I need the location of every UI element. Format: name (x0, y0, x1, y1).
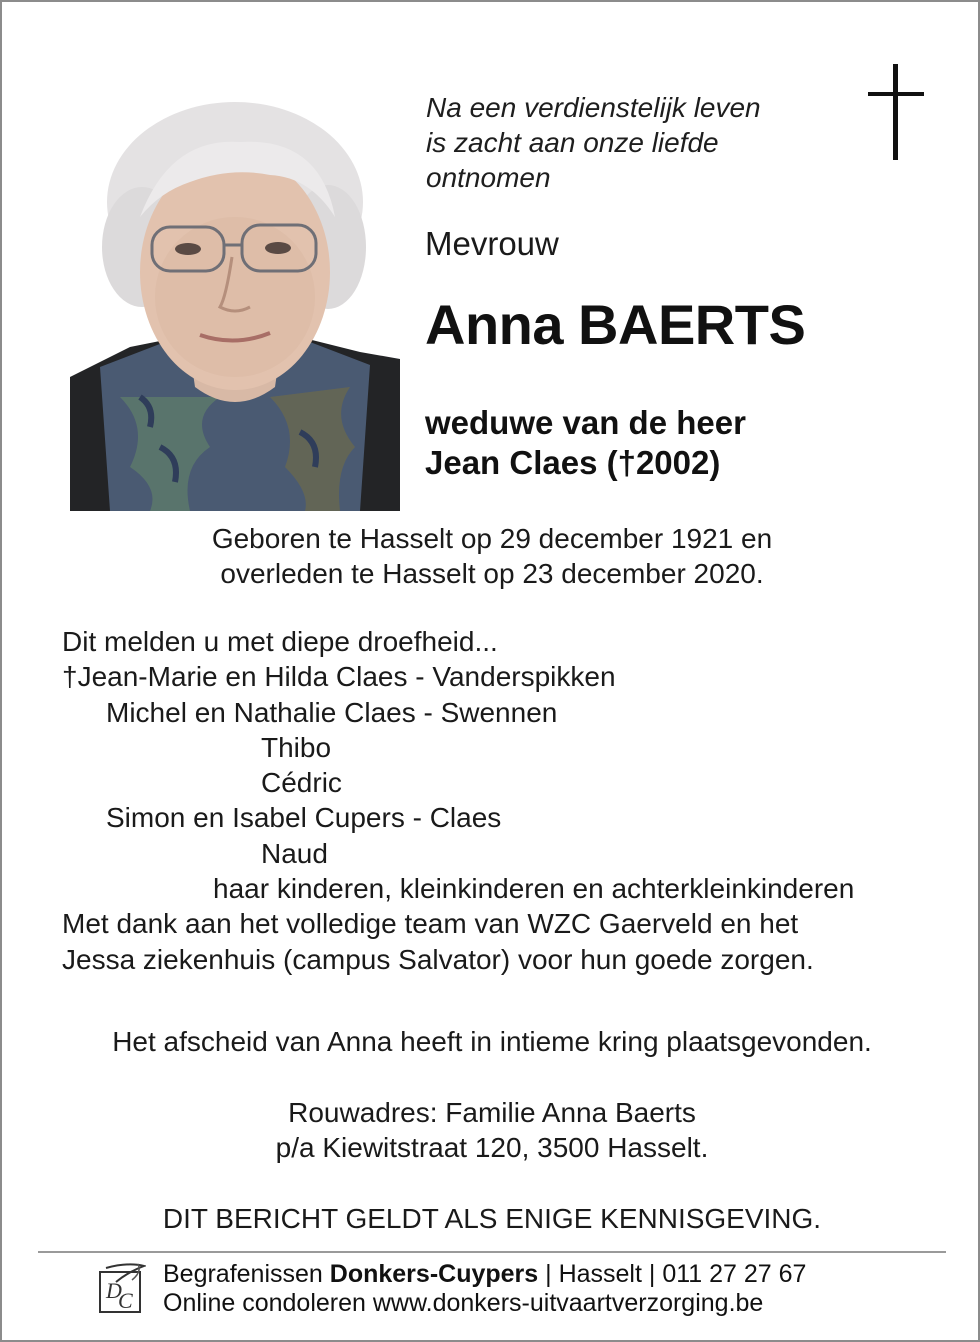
widow-line-2: Jean Claes (†2002) (425, 444, 721, 481)
family-line: Dit melden u met diepe droefheid... (62, 626, 498, 657)
family-line: Cédric (261, 767, 342, 799)
family-line: Simon en Isabel Cupers - Claes (106, 802, 502, 834)
family-line: Jessa ziekenhuis (campus Salvator) voor hun goede zorgen. (62, 943, 814, 975)
intro-line-3: ontnomen (426, 162, 551, 193)
widow-line-1: weduwe van de heer (425, 404, 746, 441)
funeral-home-logo-icon (98, 1262, 146, 1314)
family-line: Met dank aan het volledige team van WZC Gaerveld en het (62, 908, 799, 940)
birth-line: Geboren te Hasselt op 29 december 1921 en (211, 523, 773, 554)
notice-text: DIT BERICHT GELDT ALS ENIGE KENNISGEVING. (162, 1203, 822, 1234)
cross-icon (868, 64, 924, 160)
farewell-text: Het afscheid van Anna heeft in intieme kring plaatsgevonden. (112, 1026, 872, 1057)
salutation: Mevrouw (425, 225, 559, 262)
footer-prefix: Begrafenissen (163, 1260, 330, 1288)
intro-line-1: Na een verdienstelijk leven (426, 92, 761, 123)
address-line-2: p/a Kiewitstraat 120, 3500 Hasselt. (275, 1132, 709, 1163)
birth-death-dates (2, 521, 980, 591)
footer-text (163, 1260, 806, 1318)
portrait-photo (70, 97, 400, 511)
family-line: Michel en Nathalie Claes - Swennen (106, 696, 558, 728)
footer-line-1 (163, 1260, 806, 1289)
death-line: overleden te Hasselt op 23 december 2020. (220, 558, 764, 589)
family-line: Thibo (261, 731, 332, 763)
intro-line-2: is zacht aan onze liefde (426, 127, 719, 158)
deceased-name: Anna BAERTS (425, 293, 806, 356)
widow-of (425, 403, 746, 483)
footer-divider (38, 1251, 946, 1253)
footer-contact: | Hasselt | 011 27 27 67 (538, 1260, 807, 1288)
family-line: haar kinderen, kleinkinderen en achterkleinkinderen (213, 873, 855, 905)
family-line: †Jean-Marie en Hilda Claes - Vanderspikken (62, 661, 616, 693)
address-line-1: Rouwadres: Familie Anna Baerts (288, 1097, 696, 1128)
family-line: Naud (261, 837, 328, 869)
svg-text:C: C (118, 1288, 133, 1313)
svg-text:D: D (106, 1278, 122, 1303)
company-name: Donkers-Cuypers (329, 1260, 539, 1288)
intro-text (426, 90, 846, 195)
footer-line-2: Online condoleren www.donkers-uitvaartverzorging.be (163, 1289, 764, 1317)
mourning-address (2, 1095, 980, 1165)
family-list (62, 624, 854, 977)
